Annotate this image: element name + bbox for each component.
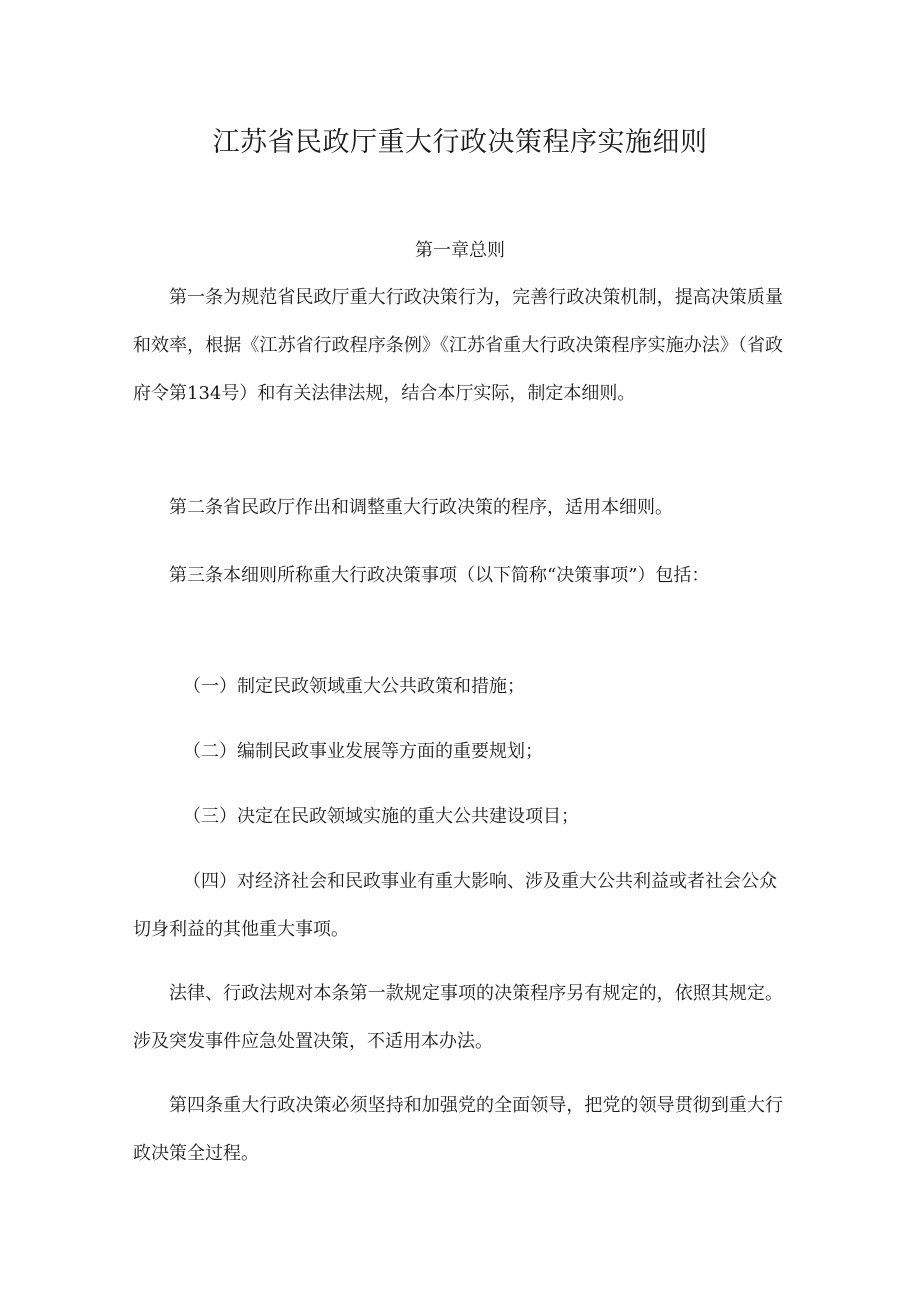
list-item: （三）决定在民政领域实施的重大公共建设项目； xyxy=(183,806,579,827)
article-2-paragraph: 第二条省民政厅作出和调整重大行政决策的程序，适用本细则。 xyxy=(169,497,673,518)
article-3-note-paragraph: 法律、行政法规对本条第一款规定事项的决策程序另有规定的，依照其规定。涉及突发事件应急处置决策，不适用本办法。 xyxy=(133,983,783,1052)
article-4-paragraph: 第四条重大行政决策必须坚持和加强党的全面领导，把党的领导贯彻到重大行政决策全过程。 xyxy=(133,1095,783,1164)
list-item: （四）对经济社会和民政事业有重大影响、涉及重大公共利益或者社会公众切身利益的其他重大事项。 xyxy=(133,871,777,940)
article-1-paragraph: 第一条为规范省民政厅重大行政决策行为，完善行政决策机制，提高决策质量和效率，根据《江苏省行政程序条例》《江苏省重大行政决策程序实施办法》（省政府令第134号）和有关法律法规，结合本厅实际，制定本细则。 xyxy=(133,287,783,404)
article-3-paragraph: 第三条本细则所称重大行政决策事项（以下简称“决策事项”）包括： xyxy=(169,565,710,586)
document-title: 江苏省民政厅重大行政决策程序实施细则 xyxy=(212,127,708,158)
list-item: （二）编制民政事业发展等方面的重要规划； xyxy=(183,741,543,762)
chapter-heading: 第一章总则 xyxy=(415,240,505,261)
list-item: （一）制定民政领域重大公共政策和措施； xyxy=(183,676,525,697)
